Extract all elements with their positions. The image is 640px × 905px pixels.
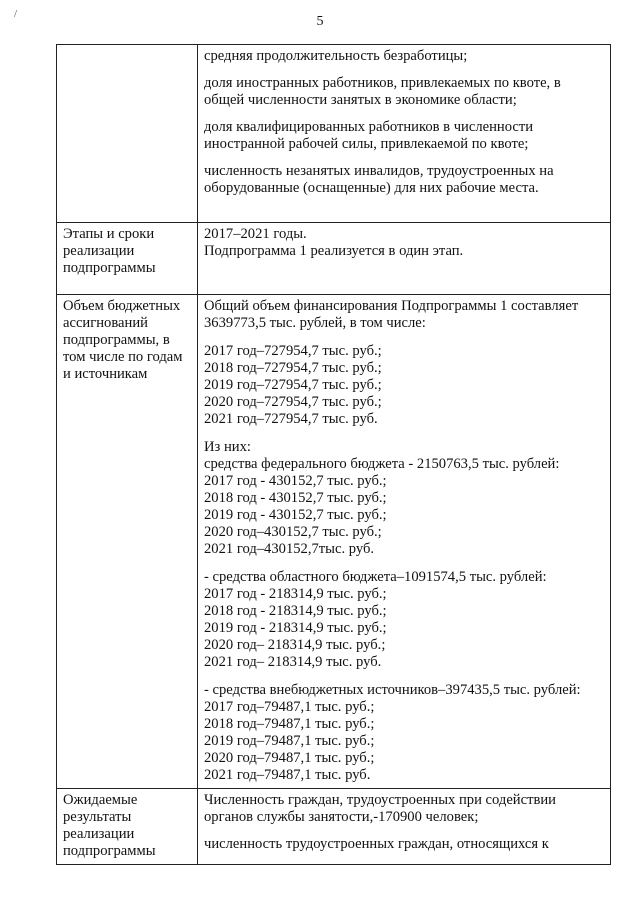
budget-year-line: 2020 год–727954,7 тыс. руб.;	[204, 394, 382, 410]
extrabudgetary-heading: - средства внебюджетных источников–397435,5 тыс. рублей:	[204, 682, 581, 698]
budget-label: Объем бюджетных ассигнований подпрограммы, в том числе по годам и источникам	[57, 295, 198, 789]
extrabudgetary-year-line: 2021 год–79487,1 тыс. руб.	[204, 767, 371, 783]
extrabudgetary-year-line: 2020 год–79487,1 тыс. руб.;	[204, 750, 375, 766]
budget-year-line: 2021 год–727954,7 тыс. руб.	[204, 411, 378, 427]
table-row-stages	[57, 223, 611, 295]
indicator-item: численность незанятых инвалидов, трудоустроенных на оборудованные (оснащенные) для них рабочие места.	[204, 163, 554, 196]
stages-content-cell	[198, 223, 611, 295]
page-number: 5	[316, 14, 324, 29]
result-item: численность трудоустроенных граждан, относящихся к	[204, 836, 549, 852]
extrabudgetary-block	[204, 682, 604, 784]
budget-total-years	[204, 343, 604, 428]
extrabudgetary-year-line: 2019 год–79487,1 тыс. руб.;	[204, 733, 375, 749]
results-content-cell	[198, 789, 611, 865]
federal-year-line: 2020 год–430152,7 тыс. руб.;	[204, 524, 382, 540]
federal-year-line: 2021 год–430152,7тыс. руб.	[204, 541, 375, 557]
regional-year-line: 2019 год - 218314,9 тыс. руб.;	[204, 620, 387, 636]
indicators-label-cell	[57, 45, 198, 223]
federal-budget-block	[204, 439, 604, 558]
federal-year-line: 2017 год - 430152,7 тыс. руб.;	[204, 473, 387, 489]
budget-year-line: 2018 год–727954,7 тыс. руб.;	[204, 360, 382, 376]
federal-year-line: 2019 год - 430152,7 тыс. руб.;	[204, 507, 387, 523]
extrabudgetary-year-line: 2017 год–79487,1 тыс. руб.;	[204, 699, 375, 715]
regional-budget-block	[204, 569, 604, 671]
table-row-indicators	[57, 45, 611, 223]
federal-year-line: 2018 год - 430152,7 тыс. руб.;	[204, 490, 387, 506]
indicators-content-cell	[198, 45, 611, 223]
indicator-item: средняя продолжительность безработицы;	[204, 48, 468, 64]
regional-budget-heading: - средства областного бюджета–1091574,5 тыс. рублей:	[204, 569, 547, 585]
stages-note: Подпрограмма 1 реализуется в один этап.	[204, 243, 464, 259]
stages-label: Этапы и сроки реализации подпрограммы	[57, 223, 198, 295]
table-row-results	[57, 789, 611, 865]
budget-total-text: Общий объем финансирования Подпрограммы 1 составляет 3639773,5 тыс. рублей, в том числе:	[204, 298, 579, 331]
regional-year-line: 2017 год - 218314,9 тыс. руб.;	[204, 586, 387, 602]
regional-year-line: 2021 год– 218314,9 тыс. руб.	[204, 654, 382, 670]
table-row-budget	[57, 295, 611, 789]
subprogram-passport-table	[56, 44, 611, 865]
budget-year-line: 2019 год–727954,7 тыс. руб.;	[204, 377, 382, 393]
budget-content-cell	[198, 295, 611, 789]
extrabudgetary-year-line: 2018 год–79487,1 тыс. руб.;	[204, 716, 375, 732]
indicator-item: доля иностранных работников, привлекаемых по квоте, в общей численности занятых в экономике области;	[204, 75, 561, 108]
result-item: Численность граждан, трудоустроенных при содействии органов службы занятости,-170900 человек;	[204, 792, 556, 825]
budget-year-line: 2017 год–727954,7 тыс. руб.;	[204, 343, 382, 359]
indicator-item: доля квалифицированных работников в численности иностранной рабочей силы, привлекаемой по квоте;	[204, 119, 534, 152]
regional-year-line: 2018 год - 218314,9 тыс. руб.;	[204, 603, 387, 619]
federal-budget-heading: средства федерального бюджета - 2150763,5 тыс. рублей:	[204, 456, 560, 472]
of-them-label: Из них:	[204, 439, 251, 455]
regional-year-line: 2020 год– 218314,9 тыс. руб.;	[204, 637, 386, 653]
corner-mark: /	[14, 8, 18, 20]
stages-period: 2017–2021 годы.	[204, 226, 307, 242]
results-label: Ожидаемые результаты реализации подпрограммы	[57, 789, 198, 865]
